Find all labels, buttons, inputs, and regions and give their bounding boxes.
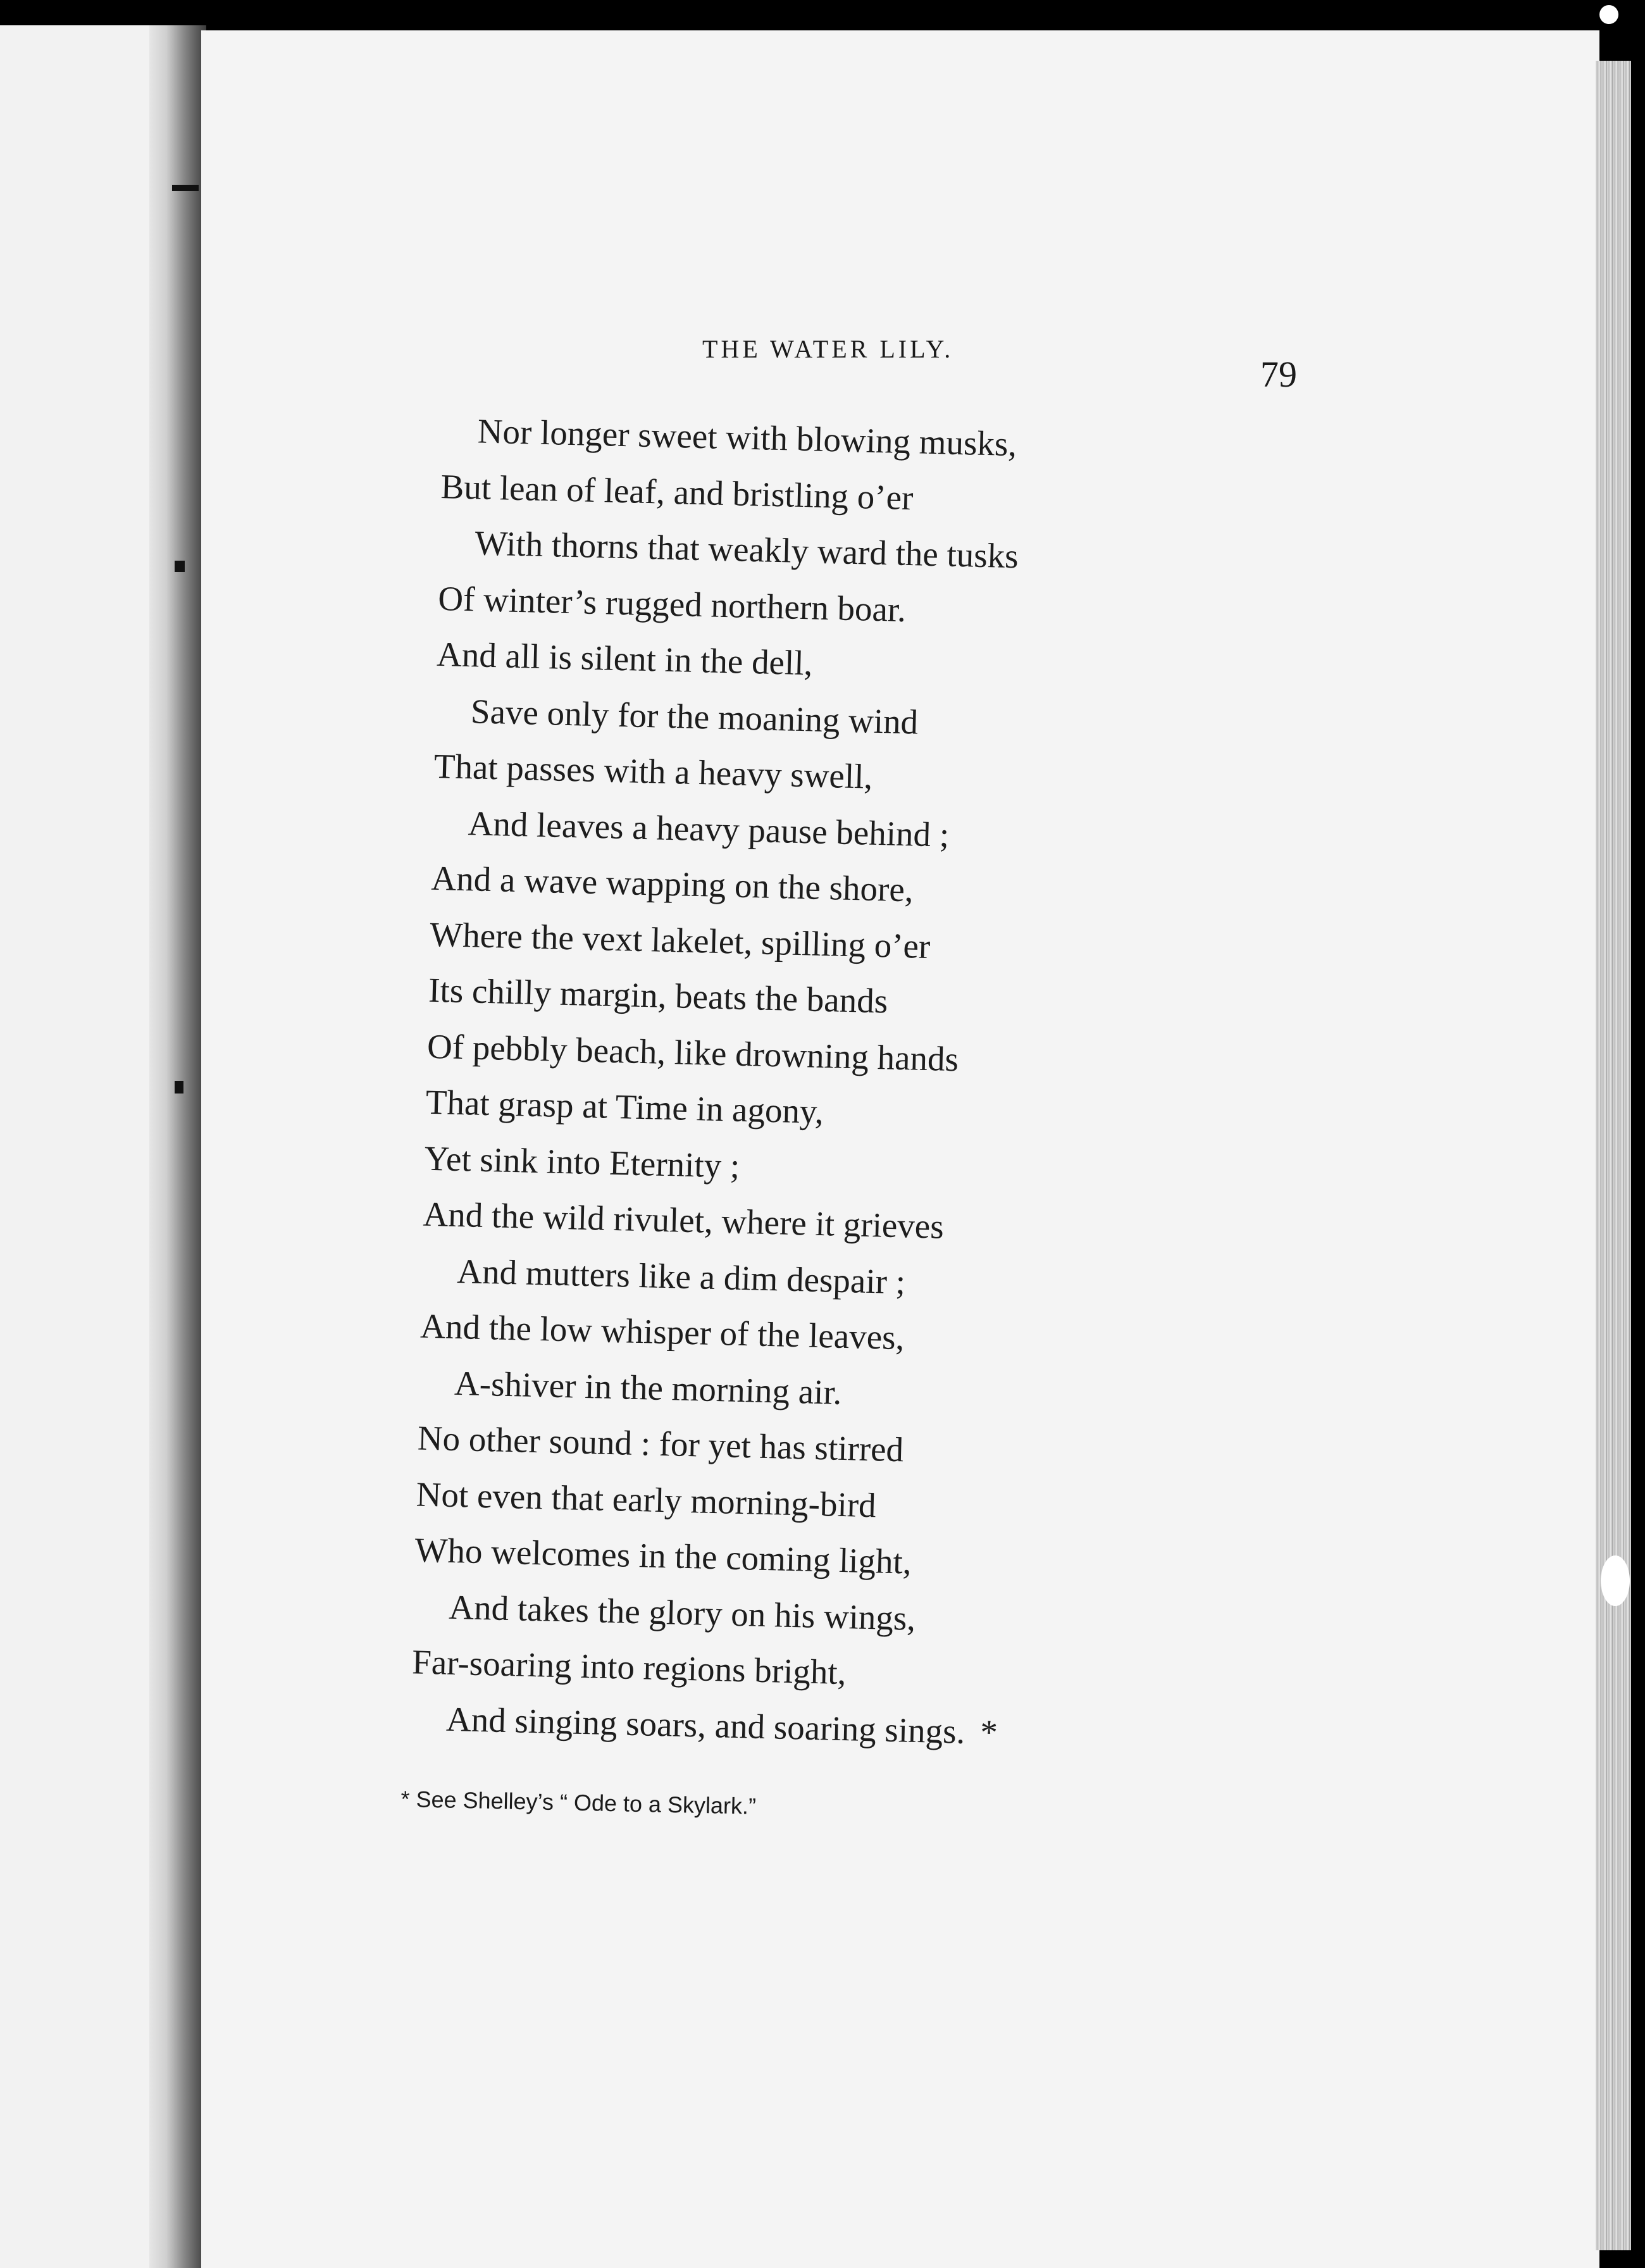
poem-line-text: Nor longer sweet with blowing musks, — [477, 411, 1017, 464]
footnote: * See Shelley’s “ Ode to a Skylark.” — [400, 1786, 757, 1819]
gutter-mark — [175, 561, 185, 572]
poem-line-text: Where the vext lakelet, spilling o’er — [429, 914, 931, 966]
poem-line-text: No other sound : for yet has stirred — [417, 1418, 904, 1469]
poem-line-text: That passes with a heavy swell, — [433, 746, 873, 796]
poem-line-text: And mutters like a dim despair ; — [456, 1251, 906, 1301]
poem-line-text: And the wild rivulet, where it grieves — [422, 1194, 945, 1246]
scan-fleck — [1599, 5, 1618, 24]
running-header: THE WATER LILY. — [702, 335, 954, 363]
poem-line-text: With thorns that weakly ward the tusks — [474, 523, 1019, 576]
poem-line-text: Of winter’s rugged northern boar. — [437, 578, 907, 629]
gutter-mark — [172, 185, 199, 191]
poem-line-text: Of pebbly beach, like drowning hands — [426, 1026, 959, 1078]
poem-line-text: Its chilly margin, beats the bands — [428, 970, 888, 1021]
page-edges — [1596, 61, 1631, 2250]
poem-line-text: Not even that early morning-bird — [416, 1474, 877, 1524]
page-number: 79 — [1260, 354, 1297, 395]
poem-line-text: And the low whisper of the leaves, — [419, 1306, 905, 1357]
gutter-mark — [175, 1081, 183, 1094]
poem-line-text: But lean of leaf, and bristling o’er — [440, 466, 914, 517]
book-gutter — [149, 25, 206, 2268]
poem-line-text: And a wave wapping on the shore, — [430, 858, 914, 909]
poem-line-text: And takes the glory on his wings, — [448, 1587, 916, 1638]
poem-line-text: And singing soars, and soaring sings. — [445, 1699, 966, 1751]
footnote-marker: * — [979, 1712, 998, 1752]
poem-line-text: And all is silent in the dell, — [436, 634, 814, 683]
poem-line-text: And leaves a heavy pause behind ; — [468, 803, 950, 854]
poem-line-text: Save only for the moaning wind — [470, 691, 919, 741]
poem-line-text: Who welcomes in the coming light, — [414, 1530, 912, 1581]
poem-line-text: A-shiver in the morning air. — [454, 1363, 843, 1412]
scan-fleck — [1601, 1555, 1630, 1606]
poem-line-text: Far-soaring into regions bright, — [411, 1642, 847, 1692]
poem-line-text: That grasp at Time in agony, — [425, 1082, 824, 1131]
poem-line-text: Yet sink into Eternity ; — [424, 1138, 741, 1185]
poem-text — [410, 402, 1391, 1769]
